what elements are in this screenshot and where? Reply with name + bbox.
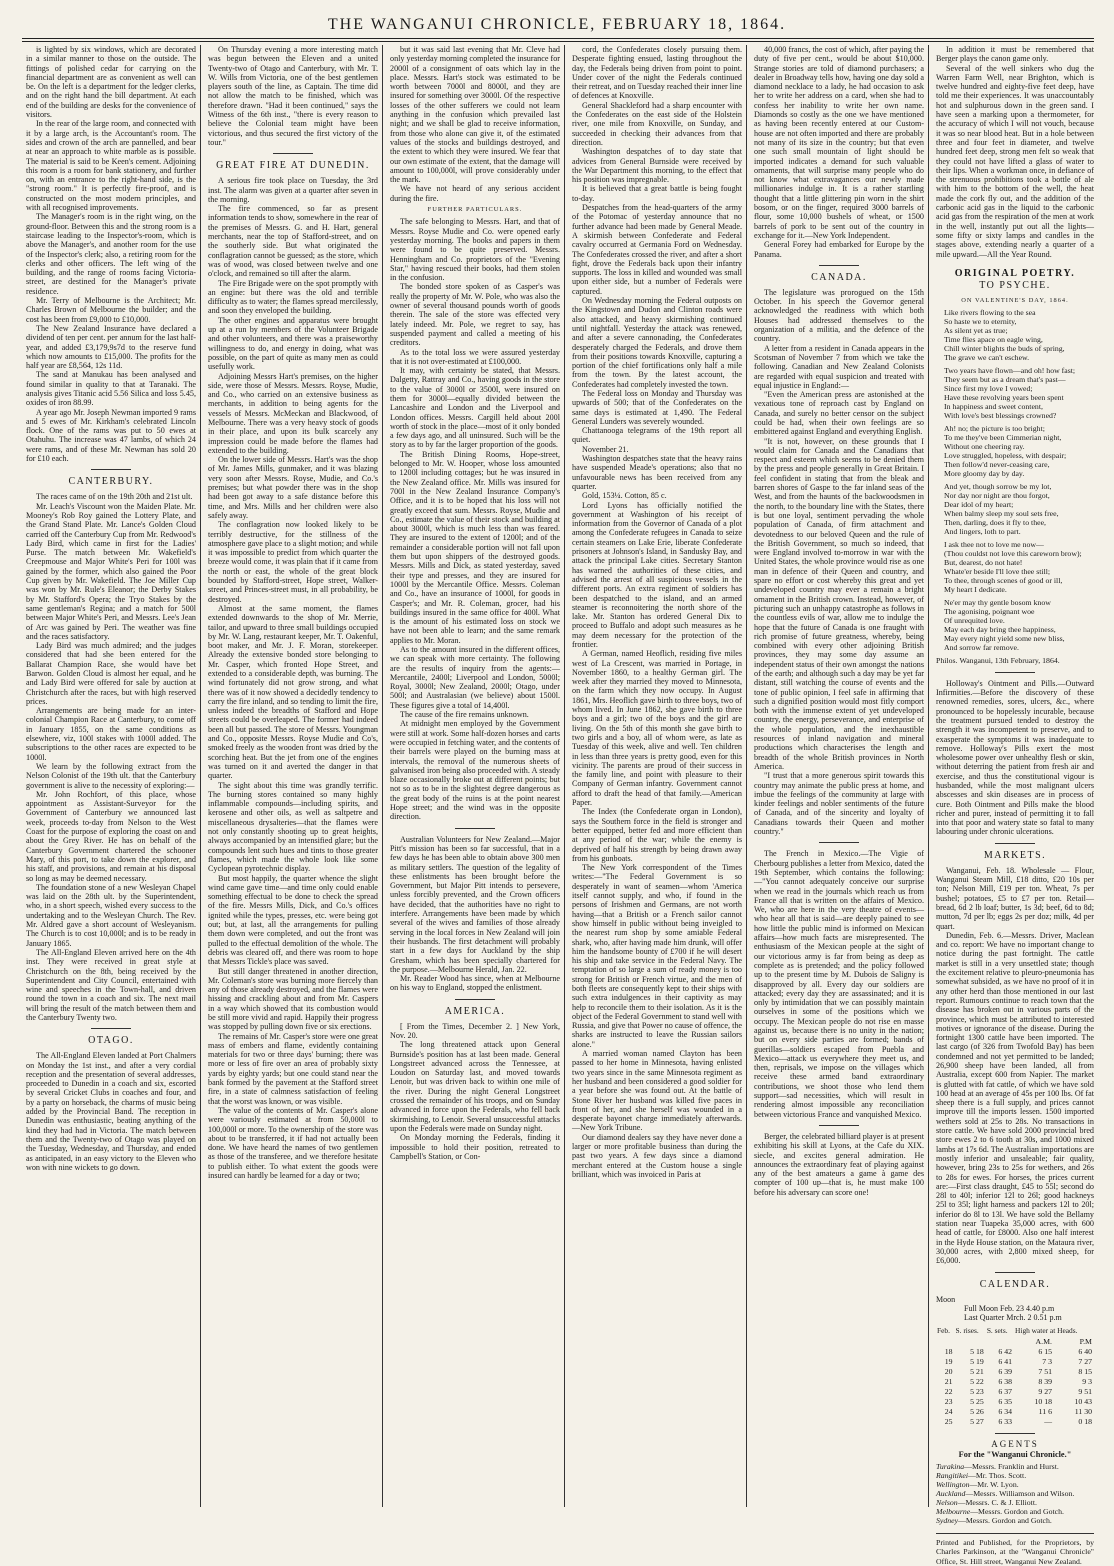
agent-place: Nelson <box>936 1498 958 1508</box>
column-divider <box>746 45 747 1507</box>
poem-line: So haste we to eternity, <box>944 317 1017 327</box>
poem-line: Chill winter blights the buds of spring, <box>944 344 1065 354</box>
section-rule <box>455 999 495 1000</box>
poem-line: The agonising, poignant woe <box>944 607 1035 617</box>
tide-cell: 5 25 <box>970 1397 984 1407</box>
america-heading: AMERICA. <box>444 1005 506 1017</box>
tide-subheader-row <box>936 1337 1094 1347</box>
paragraph: November 21. <box>582 444 629 454</box>
poem-line: My heart I dedicate. <box>944 585 1007 595</box>
moon-phase-row: Last Quarter Mrch. 2 0.51 p.m <box>964 1313 1062 1323</box>
moon-phase-row: Full Moon Feb. 23 4.40 p.m <box>964 1303 1055 1313</box>
paragraph: On the lower side of Messrs. Hart's was the shop of Mr. James Mills, gunmaker, and it was blazing very soon after Messrs. Royse, Mudie, and Co.'s premises; but what powder there was in the shop had been got away to a safe distance before this time, and Mrs. Mills and her children were also safely away. <box>208 455 378 520</box>
paragraph: The value of the contents of Mr. Casper's alone were variously estimated at from 50,000l to 100,000l or more. To the ownership of the store was about to be transferred, it if had not actually been done. We have heard the names of two gentlemen as those of the transferee, and we therefore hesitate to publish either. To what extent the goods were insured can hardly be learned for a day or two; <box>208 1105 378 1181</box>
paragraph: Almost at the same moment, the flames extended downwards to the shop of Mr. Merrie, tailor, and upward to three small buildings occupied by Mr. W. Lang, restaurant keeper, Mr. T. Oakenful, boot maker, and Mr. J. F. Moran, storekeeper. Already the extensive bonded store belonging to Mr. Casper, which fronted Hope Street, and extended to a considerable depth, was burning. The wind fortunately did not grow strong, and what there was of it now showed a decidedly tendency to carry the fire inland, and so tending to limit the fire, unless indeed the breadths of Stafford and Hope streets could be overleaped. The former had indeed been all but passed. The store of Messrs. Youngman and Co., opposite Messrs. Royse Mudie and Co's, smoked freely as the wooden front was dried by the scorching heat. But the jet from one of the engines was turned on it and averted the danger in that quarter. <box>208 603 378 781</box>
poem-line: I ask thee not to love me now— <box>944 540 1044 550</box>
paragraph: We learn by the following extract from the Nelson Colonist of the 19th ult. that the Canterbury government is alive to the necessity of exploring:— <box>26 761 196 790</box>
tide-cell: 7 27 <box>1078 1357 1092 1367</box>
tide-cell: 22 <box>944 1387 953 1397</box>
poem-line: Ah! no; the picture is too bright; <box>944 424 1045 434</box>
poem-line: Have these revolving years been spent <box>944 393 1064 403</box>
paragraph: Mr. Leach's Viscount won the Maiden Plate. Mr. Mooney's Rob Roy gained the Lottery Plate, and the Grand Stand Plate. Mr. Lance's Golden Cloud carried off the Canterbury Cup from Mr. Redwood's Lady Bird, which came in first for the Ladies' Purse. The match between Mr. Wakefield's Creepmouse and Major White's Peri for 100l was gained by the former, which also gained the Poor Cup given by Mr. Wakefield. The Joe Miller Cup was won by Mr. Rule's Eleanor; the Derby Stakes by Mr. Stafford's Opera; the Tryo Stakes by the same gentleman's Regina; and a match for 500l between Major White's Peri, and Messrs. Lee's Jean of Arc was gained by Peri. The weather was fine and the races satisfactory. <box>26 501 196 641</box>
paragraph: The other engines and apparatus were brought up at a run by members of the Volunteer Brigade and other volunteers, and there was a praiseworthy willingness to do, and energy in doing, what was possible, on the part of quite as many men as could usefully work. <box>208 315 378 372</box>
paragraph: As to the amount insured in the different offices, we can speak with more certainty. The following are the results of inquiry from the agents:—Mercantile, 2400l; Liverpool and London, 5000l; Royal, 3000l; New Zealand, 2000l; Otago, under 500l; and Australasian (we believe) about 1500l. These figures give a total of 14,400l. <box>390 645 560 710</box>
paragraph: The New Zealand Insurance have declared a dividend of ten per cent. per annum for the last half-year, and added £3,179,9s7d to the reserve fund which now amounts to £15,000. The profits for the half year are £8,564, 12s 11d. <box>26 323 196 371</box>
section-rule <box>455 828 495 829</box>
paragraph: The French in Mexico.—The Vigie of Cherbourg publishes a letter from Mexico, dated the 19th September, which contains the following:—"You cannot adequately conceive our surprise when we read in the journals which reach us from France all that is written on the affairs of Mexico. We, who are here in the very theatre of events—who hear all that is said—are deeply pained to see how little the public mind is informed on Mexican affairs—how much facts are misrepresented. The enthusiasm of the Mexican people at the sight of our victorious army is far from being as deep as complete as is pretended; and the policy followed up to the present time by M. Dubois de Saligny is disapproved by all. Every day our soldiers are attacked; every day they are assassinated; and it is only by intimidation that we can possibly maintain ourselves in some of the positions which we occupy. The Mexican people do not rise en masse against us, because there is no unity in the nation; but on every side parties are formed; bands of guerillas—soldiers escaped from Puebla and Mexico—attack us everywhere they meet us, and then, reprisals, we impose on the villages which receive these armed band extraordinary contributions, we shoot those who lend them support—sad necessities, which will result in rendering almost impossible any reconciliation between victorious France and vanquished Mexico. <box>754 849 924 1119</box>
paragraph: Mr. Reader Wood has since, when at Melbourne on his way to England, stopped the enlistment. <box>390 974 560 993</box>
agent-place: Sydney <box>936 1516 959 1526</box>
poem-line: To thee, through scenes of good or ill, <box>944 576 1063 586</box>
paragraph: Washington despatches state that the heavy rains have suspended Meade's operations; also that no unfavourable news has been received from any quarter. <box>572 454 742 491</box>
column-1 <box>26 45 196 1507</box>
newspaper-title: THE WANGANUI CHRONICLE, FEBRUARY 18, 1864. <box>327 16 787 33</box>
holloway-advert: Holloway's Ointment and Pills.—Outward Infirmities.—Before the discovery of these renowned remedies, sores, ulcers, &c., where pronounced to be hopelessly incurable, because the treatment pursued tended to destroy the strength it was incompetent to preserve, and to exasperate the symptoms it was inadequate to remove. Holloway's Pills exert the most wholesome power over unhealthy flesh or skin, without deterring the patient from fresh air and exercise, and thus the constitutional vigour is husbanded, while the most malignant ulcers abscesses and skin diseases are in process of cure. Both Ointment and Pills make the blood richer and purer, instead of permitting it to fall into that poor and watery state so fatal to many labouring under chronic ulcerations. <box>936 678 1094 837</box>
paragraph: It is believed that a great battle is being fought to-day. <box>572 184 742 203</box>
paragraph: On Monday morning the Federals, finding it impossible to hold their position, retreated to Campbell's Station, or Con- <box>390 1133 560 1161</box>
section-rule <box>91 469 131 470</box>
tide-header-cell: Feb. <box>937 1326 950 1336</box>
paragraph: [ From the Times, December 2. ] New York, Nov. 20. <box>390 1021 560 1040</box>
section-rule <box>819 842 859 843</box>
paragraph: 40,000 francs, the cost of which, after paying the duty of five per cent., would be about $10,000. Strange stories are told of diamond purchasers; a dealer in Broadway tells how, having one day sold a diamond necklace to a lady, he had occasion to ask her to write her address on a card, when she had to confess her inability to write her own name. Diamonds so costly as the one we have mentioned as having been recently entered at our Custom-house are not often imported and there are probably not many of its size in the country; but that even one such small mountain of light should be imported indicates a demand for such valuable ornaments, that will surprise many people who do not know what extravagances our newly made millionaries indulge in. It is a rather startling thought that a little glittering pin worn in the shirt bosom, or on the finger, required 3000 barrels of flour, some 10,000 bushels of wheat, or 1500 barrels of pork to be sent out of the country in exchange for it.—New York Independent. <box>754 45 924 240</box>
tide-row <box>936 1407 1094 1417</box>
paragraph: A German, named Heoflich, residing five miles west of La Crescent, was married in Portage, in November 1860, to a healthy German girl. The week after they married they moved to Minnesota, on the farm which they now occupy. In August 1861, Mrs. Heoflich gave birth to three boys, two of whom lived. In June 1862, she gave birth to three boys and a girl; two of the boys and the girl are living. On the 5th of this month she gave birth to two girls and a boy, all of whom were, as late as Tuesday of this week, alive and well. Ten children in less than three years is pretty good, even for this vicinity. The parents are proud of their success in the family line, and point with pleasure to their Company of German infantry. Government cannot afford to draft the head of that family.—American Paper. <box>572 649 742 808</box>
further-particulars-heading: FURTHER PARTICULARS. <box>427 206 523 214</box>
agent-name: —Messrs. Gordon and Gotch. <box>958 1516 1052 1526</box>
tide-cell: 5 23 <box>970 1387 984 1397</box>
tide-cell: 6 38 <box>998 1377 1013 1387</box>
paragraph: A letter from a resident in Canada appears in the Scotsman of November 7 from which we take the following. Canadian and New Zealand Colonists are regarded with equal suspicion and treated with equal injustice in England:— <box>754 343 924 390</box>
poem-line: May every night yield some new bliss, <box>944 634 1065 644</box>
tide-cell: 7 51 <box>1038 1367 1052 1377</box>
agent-name: —Messrs. Williamson and Wilson. <box>965 1489 1075 1499</box>
poem-line: Time flies apace on eagle wing, <box>944 335 1043 345</box>
agent-name: —Messrs. Gordon and Gotch. <box>970 1507 1064 1517</box>
paragraph: Washington despatches of to day state that advices from General Burnside were received by the War Department this morning, to the effect that his position was impregnable. <box>572 147 742 185</box>
paragraph: As to the total loss we were assured yesterday that it is not over-estimated at £100,000. <box>390 347 560 366</box>
tide-cell: 23 <box>944 1397 953 1407</box>
poem-line: The grave we can't eschew. <box>944 353 1030 363</box>
poem-line: With love's best blessings crowned? <box>944 411 1057 421</box>
moon-label: Moon <box>936 1294 956 1304</box>
moon-phases <box>936 1295 1094 1323</box>
paragraph: The All-England Eleven landed at Port Chalmers on Monday the 1st inst., and after a very cordial reception and the presentation of several addresses, proceeded to Dunedin in a coach and six, escorted by several Cricket Clubs in coaches and four, and by a party on horseback, the charms of music being added by the Provincial Band. The reception in Dunedin was enthusiastic, beating anything of the kind they had had in Victoria. The match between them and the Twenty-two of Otago was played on the Tuesday, Wednesday, and Thursday, and ended as anticipated, in an easy victory to the Eleven who won with nine wickets to go down. <box>26 1051 196 1172</box>
tide-header-cell: S. rises. <box>955 1326 979 1336</box>
paragraph: The Federal loss on Monday and Thursday was upwards of 500; that of the Confederates on the same days is estimated at 1,490. The Federal General Lunders was severely wounded. <box>572 388 742 426</box>
otago-article <box>26 1051 196 1172</box>
paragraph: The All-England Eleven arrived here on the 4th inst. They were received in great style at Christchurch on the 8th, being received by the Superintendent and City Council, entertained with wine and speeches in the Town-hall, and driven round the town in a coach and six. The next mail will bring the result of the match between them and the Canterbury Twenty two. <box>26 947 196 1022</box>
tide-cell: 6 37 <box>998 1387 1013 1397</box>
poem-line: Two years have flown—and oh! how fast; <box>944 366 1076 376</box>
tide-cell: 6 40 <box>1078 1347 1092 1357</box>
fire-article <box>208 176 378 1180</box>
further-particulars-article <box>390 217 560 821</box>
poem-line: Of unrequited love. <box>944 616 1005 626</box>
poem-date: Wanganui, 13th February, 1864. <box>959 656 1060 666</box>
paragraph: Chattanooga telegrams of the 19th report all quiet. <box>572 426 742 445</box>
paragraph: The foundation stone of a new Wesleyan Chapel was laid on the 28th ult. by the Superintendent, who, in a short speech, wished every success to the undertaking and to the Wesleyan Church. The Rev. Mr. Aldred gave a short account of Wesleyanism. The Church is to cost 10,000l; and is to be ready in January 1865. <box>26 882 196 948</box>
canterbury-heading: CANTERBURY. <box>68 476 154 488</box>
paragraph: The long threatened attack upon General Burnside's position has at last been made. General Longstreet advanced across the Tennessee, at Loudon on Saturday last, and moved towards Lenoir, but was driven back to within one mile of the river. During the night General Longstreet crossed the remainder of his troops, and on Sunday advanced in force upon the Federals, who fell back skirmishing, to Lenoir. Several unsuccessful attacks upon the Federals were made on Sunday night. <box>390 1040 560 1133</box>
poem-line: Love struggled, hopeless, with despair; <box>944 451 1067 461</box>
tide-cell: 5 18 <box>970 1347 984 1357</box>
agent-name: —Mr. Thos. Scott. <box>968 1471 1027 1481</box>
paragraph: "It is not, however, on these grounds that I would claim for Canada and the Canadians that respect and esteem which seems to be denied them by the press and people generally in Great Britain. I feel confident in stating that from the bleak and barren shores of Gaspe to the far inland seas of the West, and from the haunts of the backwoodsmen in the north, to the boundary line with the States, there is but one loyal, sentiment pervading the whole population of Canada, of firm attachment and devotedness to our beloved Queen and the rule of the British Government, so much so indeed, that were England involved to-morrow in war with the United States, the whole province would rise as one man in defence of their Queen and country, and spare no effort or cost whereby this great and yet undeveloped country may ever a remain a bright ornament in the British crown. Instead, however, of picturing such an unhappy catastrophe as follows in the countless evils of war, allow me to indulge the hope that the future of Canada is one fraught with rich promise of future greatness, whereby, being combined with every other adjoining British provinces, they may some day assume an independent status of their own amongst the nations of the earth; and although such a day may be yet far distant, still watching the course of events and the tone of public opinion, I feel safe in affirming that such a dignified position would most fitly comport both with the immense extent of yet undeveloped country, the energy, perseverance, and enterprise of the whole population, and the inexhaustible resources of inland navigation and mineral productions which characterises the length and breadth of the whole British provinces in North America. <box>754 436 924 771</box>
tide-subheader-cell: P.M <box>1079 1337 1092 1347</box>
tide-row <box>936 1347 1094 1357</box>
tide-cell: 21 <box>944 1377 953 1387</box>
masthead <box>0 0 1114 40</box>
tide-cell: 24 <box>944 1407 953 1417</box>
poem-line: They seem but as a dream that's past— <box>944 375 1066 385</box>
paragraph: Berger, the celebrated billiard player is at present exhibiting his skill at Lyons, at the Cafe du XIX. siecle, and excites general admiration. He announces the extraordinary feat of playing against any of the best amateurs a game à game des compter of 100 up—that is, he must make 100 before his adversary can score one! <box>754 1131 924 1197</box>
tide-cell: 6 15 <box>1038 1347 1052 1357</box>
tide-cell: 9 51 <box>1078 1387 1092 1397</box>
markets-heading: MARKETS. <box>983 849 1047 861</box>
mexico-article <box>754 849 924 1119</box>
agents-list <box>936 1462 1094 1525</box>
tide-row <box>936 1417 1094 1427</box>
section-rule <box>819 265 859 266</box>
agent-place: Auckland <box>936 1489 966 1499</box>
paragraph: "Even the American press are astonished at the vexatious tone of reproach cast by England on Canada, and surely no better censor on the subject could be had, when their own feelings are so embittered against England and everything English. <box>754 390 924 437</box>
poem-line: And lingers, loth to part. <box>944 527 1021 537</box>
paragraph: Mr. John Rochfort, of this place, whose appointment as Assistant-Surveyor for the Government of Canterbury we announced last week, proceeds to-day from Nelson to the West Coast for the purpose of exploring the coast on and about the Grey River. He has on behalf of the Canterbury Government chartered the schooner Mary, of this port, to take down the explorer, and his staff, and provisions, and remain at his disposal so long as may be deemed necessary. <box>26 789 196 883</box>
paragraph: The legislature was prorogued on the 15th October. In his speech the Governor general acknowledged the readiness with which both Houses had addressed themselves to the organization of a militia, and the defence of the country. <box>754 287 924 344</box>
poem-stanza <box>936 598 1094 652</box>
poem-line: Nor day nor night are thou forgot, <box>944 491 1050 501</box>
tide-row <box>936 1387 1094 1397</box>
tide-row <box>936 1397 1094 1407</box>
paragraph: A year ago Mr. Joseph Newman imported 9 rams and 5 ewes of Mr. Kirkham's celebrated Lincoln flock. One of the rams was put to 50 ewes at Otahuhu. The increase was 47 lambs, of which 24 were rams, and of these Mr. Newman has sold 20 for £10 each. <box>26 407 196 464</box>
tide-cell: 25 <box>944 1417 953 1427</box>
tide-cell: 5 22 <box>970 1377 984 1387</box>
tide-cell: 8 39 <box>1038 1377 1052 1387</box>
paragraph: A serious fire took place on Tuesday, the 3rd inst. The alarm was given at a quarter after seven in the morning. <box>208 176 378 204</box>
imprint: Printed and Published, for the Proprietors, by Charles Parkinson, at the "Wanganui Chronicle" Office, St. Hill street, Wanganui New Zealand. <box>936 1533 1094 1566</box>
poem-line: More gloomy day by day. <box>944 469 1025 479</box>
tide-cell: 11 6 <box>1038 1407 1052 1417</box>
poem-title: TO PSYCHE. <box>979 280 1051 292</box>
paragraph: The races came of on the 19th 20th and 21st ult. <box>36 492 193 502</box>
agents-subheading: For the "Wanganui Chronicle." <box>958 1449 1072 1459</box>
poem-line: When balmy sleep my soul sets free, <box>944 509 1059 519</box>
markets-article <box>936 866 1094 1266</box>
poem-line: Whate'er beside I'll love thee still; <box>944 567 1051 577</box>
paragraph: Several of the well sinkers who dug the Warren Farm Well, near Brighton, which is twelve hundred and eighty-five feet deep, have told me their experiences. It was unaccountably hot and sulphurous down in the green sand. I have seen a marking upon a thermometer, for the accuracy of which I will not vouch, because it was so near blood heat. But in a hole between three and four feet in diameter, and twelve hundred feet deep, strong men felt so weak that they could not have lifted a glass of water to their lips. When a workman once, in defiance of the strenuous prohibitions took a bottle of ale with him to the bottom of the well, the heat made the cork fly out, and the addition of the carbonic acid gas in the liquid to the carbonic acid gas from the respiration of the men at work in the well, instantly put out all the lights—some fifty or sixty lamps and candles in the stages above, extending nearly a quarter of a mile upward.—All the Year Round. <box>936 63 1094 259</box>
paragraph: The sand at Manukau has been analysed and found similar in quality to that at Taranaki. The analysis gives Titanic acid 5.56 Silica and loss 5.45, oxides of iron 88.99. <box>26 370 196 408</box>
column-divider <box>928 45 929 1507</box>
poem-line: Ne'er may thy gentle bosom know <box>944 598 1051 608</box>
tide-cell: 6 39 <box>998 1367 1013 1377</box>
poem-stanza <box>936 540 1094 594</box>
poem-stanza <box>936 308 1094 362</box>
poem-line: And yet, though sorrow be my lot, <box>944 482 1052 492</box>
paragraph: Despatches from the head-quarters of the army of the Potomac of yesterday announce that no further advance had been made by General Meade. A skirmish between Confederate and Federal cavalry occurred at Germania Ford on Wednesday. The Confederates crossed the river, and after a short fight, drove the Federals back upon their infantry supports. The loss in killed and wounded was small upon either side, but a number of Federals were captured. <box>572 203 742 296</box>
tide-cell: 5 19 <box>970 1357 984 1367</box>
poem-line: Then, darling, does it fly to thee, <box>944 518 1046 528</box>
masthead-rule <box>22 38 1094 39</box>
tide-cell: 20 <box>944 1367 953 1377</box>
poem-line: In happiness and sweet content, <box>944 402 1043 412</box>
tide-cell: 19 <box>944 1357 953 1367</box>
column-2 <box>208 45 378 1507</box>
tide-cell: 5 27 <box>970 1417 984 1427</box>
tide-cell: 6 41 <box>998 1357 1013 1367</box>
paragraph: The Index (the Confederate organ in London), says the Southern force in the field is stronger and better equipped, better fed and more efficient than at any period of the war; while the enemy is deprived of half his strength by being drawn away from his gunboats. <box>572 807 742 863</box>
paragraph: In addition it must be remembered that Berger plays the canon game only. <box>936 45 1094 64</box>
poem-line: May each day bring thee happiness, <box>944 625 1056 635</box>
poem-line: But, dearest, do not hate! <box>944 558 1023 568</box>
poem-stanza <box>936 424 1094 478</box>
tide-cell: 6 33 <box>998 1417 1013 1427</box>
paragraph: The safe belonging to Messrs. Hart, and that of Messrs. Royse Mudie and Co. were opened early yesterday morning. The books and papers in them were found to be quite preserved. Messrs. Henningham and Co. proprietors of the "Evening Star," having rescued their books, had them stolen in the confusion. <box>390 217 560 283</box>
paragraph: General Forey had embarked for Europe by the Panama. <box>754 240 924 259</box>
poem-subtitle: ON VALENTINE'S DAY, 1864. <box>961 297 1069 305</box>
agent-entry <box>936 1462 1094 1471</box>
paragraph: The fire commenced, so far as present information tends to show, somewhere in the rear of the premises of Messrs. G. and H. Hart, general merchants, near the top of Stafford-street, and on the southerly side. But what originated the conflagration cannot be guessed; as the store, which was of wood, was closed between twelve and one o'clock, and remained so till after the alarm. <box>208 204 378 279</box>
paragraph: On Wednesday morning the Federal outposts on the Kingstown and Dudon and Clinton roads were also attacked, and heavy skirmishing continued until nightfall. Yesterday the attack was renewed, and after a severe cannonading, the Confederates desperately charged the Federals, and drove them from their positions towards Knoxville, capturing a portion of the chief fortifications only half a mile from the town. By the latest account, the Confederates had completely invested the town. <box>572 296 742 389</box>
poem-line: Without one cheering ray. <box>944 442 1025 452</box>
tide-subheader-cell: A.M. <box>1035 1337 1052 1347</box>
paragraph: Arrangements are being made for an inter-colonial Champion Race at Canterbury, to come off in January 1855, on the same conditions as elsewhere, viz, 100l stakes with 1000l added. The subscriptions to the other races are expected to be 1000l. <box>26 706 196 762</box>
tide-cell: 9 3 <box>1082 1377 1092 1387</box>
paragraph: At midnight men employed by the Government were still at work. Some half-dozen horses and carts were occupied in fetching water, and the contents of their barrels were played on the burning mass at intervals, the removal of the numerous sheets of galvanised iron being also proceeded with. A steady blaze occasionally broke out at different points; but not so as to be in the slightest degree dangerous as the great body of the ruins is at the point nearest Hope street; and the wind was in the opposite direction. <box>390 719 560 822</box>
column-divider <box>564 45 565 1507</box>
poem-line: Dear idol of my heart; <box>944 500 1014 510</box>
agent-entry <box>936 1498 1094 1507</box>
poem-line: Since first my love I vowed; <box>944 384 1033 394</box>
canterbury-article <box>26 492 196 1022</box>
column-divider <box>200 45 201 1507</box>
canada-heading: CANADA. <box>811 271 867 283</box>
agent-place: Rangitikei <box>936 1471 969 1481</box>
tide-row <box>936 1367 1094 1377</box>
paragraph: It may, with certainty be stated, that Messrs. Dalgetty, Rattray and Co., having goods in the store to the value of 3000l or 3500l, were insured on them for 3000l—equally divided between the Lancashire and London and the Liverpool and London offices. Messrs. Cargill held about 200l worth of stock in the place—most of it only bonded a few days ago, and all uninsured. Such will be the story as to by far the larger proportion of the goods. <box>390 366 560 450</box>
poem-line: Then follow'd never-ceasing care, <box>944 460 1050 470</box>
column-4 <box>572 45 742 1507</box>
paragraph: but it was said last evening that Mr. Cleve had only yesterday morning completed the insurance for 2000l of a consignment of oats which lay in the place. Messrs. Hart's stock was estimated to be worth between 7000l and 8000l, and they are insured for something over 3000l. Of the respective losses of the other sufferers we could not learn anything in the confusion which prevailed last night; and we shall be glad to receive information, from those who alone can give it, of the estimated values of the stocks and buildings destroyed, and the extent to which they were insured. We fear that our own estimate of the extent, that the damage will amount to 100,000l, will prove considerably under the mark. <box>390 45 560 185</box>
tide-cell: 9 27 <box>1038 1387 1052 1397</box>
section-rule <box>995 1272 1035 1273</box>
paragraph: Mr. Terry of Melbourne is the Architect; Mr. Charles Brown of Melbourne the builder; and the cost has been from £9,000 to £10,000. <box>26 296 196 324</box>
section-rule <box>91 1028 131 1029</box>
volunteers-article <box>390 835 560 993</box>
paragraph: Gold, 153¼. Cotton, 85 c. <box>582 491 667 501</box>
tide-cell: 8 15 <box>1078 1367 1092 1377</box>
bank-article <box>26 45 196 463</box>
poem-stanza <box>936 366 1094 420</box>
agent-name: —Messrs. Franklin and Hurst. <box>964 1462 1059 1472</box>
paragraph: But most happily, the quarter whence the slight wind came gave time—and time only could enable something effectual to be done to check the spread of the fire. Messrs Mills, Dick, and Co.'s offices ignited while the types, presses, etc. were being got out; but, at last, all the arrangements for pulling them down were completed, and out the front was pulled to the effectual demolition of the whole. The debris was cleared off, and there was room to hope that Messrs Tickle's place was saved. <box>208 873 378 967</box>
tide-cell: 10 43 <box>1074 1397 1092 1407</box>
poem-line: Like rivers flowing to the sea <box>944 308 1036 318</box>
paragraph: A married woman named Clayton has been passed to her home in Minnesota, having enlisted two years since in the same Minnesota regiment as her husband and been considered a good soldier for a year before she was found out. At the battle of Stone River her husband was killed five paces in front of her, and she herself was wounded in a desperate bayonet charge immediately afterwards.—New York Tribune. <box>572 1049 742 1133</box>
column-5 <box>754 45 924 1507</box>
section-rule <box>995 1433 1035 1434</box>
fire-heading: GREAT FIRE AT DUNEDIN. <box>216 160 370 172</box>
tide-header-cell: High water at Heads. <box>1015 1326 1078 1336</box>
tide-cell: 11 30 <box>1074 1407 1092 1417</box>
otago-article-continued <box>208 45 378 147</box>
poem-line: As silent yet as true; <box>944 326 1008 336</box>
tide-cell: 10 18 <box>1034 1397 1052 1407</box>
paragraph: The bonded store spoken of as Casper's was really the property of Mr. W. Pole, who was also the owner of several thousand pounds worth of goods therein. The sale of the store was effected very lately indeed. Mr. Pole, we regret to say, has suspended payment and called a meeting of his creditors. <box>390 282 560 348</box>
tide-table <box>936 1325 1094 1427</box>
otago-heading: OTAGO. <box>88 1035 134 1047</box>
america-article <box>390 1022 560 1161</box>
tide-header-row <box>936 1325 1094 1337</box>
agent-entry <box>936 1489 1094 1498</box>
agent-entry <box>936 1507 1094 1516</box>
tide-subheader-cell <box>986 1337 1014 1347</box>
paragraph: The New York correspondent of the Times writes:—"The Federal Government is so desperately in want of seamen—whom 'America itself cannot supply, and who, if found in the persons of Irishmen and Germans, are not worth having—that a British or a French sailor cannot show himself in public without being inveigled to the nearest rum shop by some amiable Federal shark, who, after having made him drunk, will offer him the handsome bounty of £700 if he will desert his ship and take service in the Federal Navy. The temptation of so large a sum of ready money is too strong for British or French virtue, and the men of both fleets are consequently kept to their ships with such extra indulgences in their captivity as may help to reconcile them to their isolation. As it is the object of the Federal Government to stand well with Russia, and give that Power no cause of offence, the sharks are instructed to leave the Russian sailors alone." <box>572 863 742 1049</box>
tide-header-cell: S. sets. <box>986 1326 1008 1336</box>
tide-row <box>936 1357 1094 1367</box>
paragraph: Lord Lyons has officially notified the government at Washington of his receipt of information from the Governor of Canada of a plot among the Confederate refugees in Canada to seize certain steamers on Lake Erie, liberate Confederate prisoners at Johnson's Island, in Sandusky Bay, and attack the principal Lake cities. Secretary Stanton has warned the authorities of these cities, and advised the arrest of all suspicious vessels in the different ports. An extra regiment of soldiers has been despatched to the island, and an armed steamer is reconnoitering the north shore of the lake. Mr. Stanton has ordered General Dix to proceed to Buffalo and adopt such measures as he may deem necessary for the protection of the frontier. <box>572 500 742 649</box>
paragraph: Lady Bird was much admired; and the judges considered that had she been entered for the Ballarat Champion Race, she would have bet Barwon. Golden Cloud is almost her equal, and he and Lady Bird were offered for sale by auction at Christchurch after the races, but with high reserved prices. <box>26 641 196 706</box>
berger-article <box>754 1132 924 1197</box>
well-article <box>936 45 1094 259</box>
agent-name: —Messrs. C. & J. Elliott. <box>957 1498 1037 1508</box>
paragraph: We have not heard of any serious accident during the fire. <box>390 184 560 203</box>
section-rule <box>995 843 1035 844</box>
paragraph: Dunedin, Feb. 6.—Messrs. Driver, Maclean and co. report: We have no important change to notice during the past fortnight. The cattle market is still in a very unsettled state; though the excitement relative to pleuro-pneumonia has somewhat subsided, as we have no proof of it in any other herd than those mentioned in our last report. Rumours continue to reach town that the disease has broken out in various parts of the province, which must be attributed to interested motives or ignorance of the disease. During the fortnight 1300 cattle have been imported. The last cargo (of 326 from Twofold Bay) has been condemned and not yet permitted to be landed; 26,900 sheep have been landed, all from Australia, except 600 from Napier. The market is glutted with fat cattle, of which we have sold 100 head at an average of 45s per 100 lbs. Of fat sheep there is a full supply, and prices cannot improve till the imports lessen. 1500 imported wethers sold at 25s to 28s. No transactions in store cattle. We have sold 2000 provincial bred store ewes 2 to 6 tooth at 30s, and 1000 mixed lambs at 17s 6d. The Australian importations are mostly inferior and unsaleable; fair quality, however, bring 23s to 25s for wethers, and 26s to 28s for ewes. For horses, the prices current are:—First class draught, £45 to 55l; second do 28l to 40l; inferior 12l to 26l; good hackneys 25l to 35l; light harness and packers 12l to 20l; inferior do 8l to 13l. We have sold the Bellamy station near Tuapeka 35,000 acres, with 600 head of cattle, for £8000. Also one half interest in the Hyde House station, on the Mataura river, 30,000 acres, with 2,800 mixed sheep, for £6,000. <box>936 930 1094 1266</box>
section-rule <box>995 672 1035 673</box>
poem-line: To me they've been Cimmerian night, <box>944 433 1062 443</box>
column-6 <box>936 45 1094 1566</box>
paragraph: On Thursday evening a more interesting match was begun between the Eleven and a united Twenty-two of Otago and Canterbury, with Mr. T. W. Wills from Victoria, one of the best gentlemen players south of the line, as Captain. The time did not allow the match to be finished, which was therefore drawn. "Had it been continued," says the Witness of the 6th inst., "there is every reason to believe the Colonial team might have been victorious, and thus secured the first victory of the tour." <box>208 45 378 147</box>
paragraph: General Shackleford had a sharp encounter with the Confederates on the east side of the Holstein river, one mile from Knoxville, on Sunday, and succeeded in checking their advances from that direction. <box>572 100 742 147</box>
paragraph: The British Dining Rooms, Hope-street, belonged to Mr. W. Hooper, whose loss amounted to 1200l including cottages; but he was insured in the New Zealand office. Mr. Mills was insured for 700l in the New Zealand Insurance Company's Office, and it is to be hoped that his loss will not greatly exceed that sum. Messrs. Royse, Mudie and Co., estimate the value of their stock and building at about 3000l, which is much less than was feared. They are insured to the extent of 1200l; and of the remainder a considerable portion will not fall upon them but upon shippers of the destroyed goods. Messrs. Mills and Dick, as stated yesterday, saved their type and presses, and they are insured for 1000l by the Mercantile Office. Messrs. Coleman and Co., have an insurance of 1000l, for goods in Casper's; and Mr. R. Coleman, grocer, had his buildings insured in the same office for 400l. What is the amount of his estimated loss on stock we have not been able to learn; and the same remark applies to Mr. Moran. <box>390 449 560 645</box>
tide-cell: 6 34 <box>998 1407 1013 1417</box>
tide-cell: 18 <box>944 1347 953 1357</box>
paragraph: The cause of the fire remains unknown. <box>400 710 529 720</box>
diamond-article <box>754 45 924 259</box>
paragraph: cord, the Confederates closely pursuing them. Desperate fighting ensued, lasting throughout the day, the Federals being driven from point to point. Under cover of the night the Federals continued their retreat, and on Tuesday reached their inner line of defences at Knoxville. <box>572 45 742 101</box>
agent-place: Melbourne <box>936 1507 971 1517</box>
paragraph: is lighted by six windows, which are decorated in a similar manner to those on the outside. The fittings of polished cedar for carrying on the financial department are as convenient as well can be. On the left is a department for the ledger clerks, and on the right hand the bill department. At each end of the building are desks for the convenience of visitors. <box>26 45 196 120</box>
tide-row <box>936 1377 1094 1387</box>
paragraph: In the rear of the large room, and connected with it by a large arch, is the Accountant's room. The sides and crown of the arch are pannelled, and bear at near an approach to white marble as is possible. The material is said to be Keen's cement. Adjoining this room is a room for bank stationery, and further on, with an entrance to the right-hand side, is the "strong room." It is perfectly fire-proof, and is constructed on the most modern principles, and with all recognised improvements. <box>26 119 196 213</box>
agent-place: Wellington <box>936 1480 970 1490</box>
agent-entry <box>936 1516 1094 1525</box>
paragraph: But still danger threatened in another direction, Mr. Coleman's store was burning more fiercely than any of those already destroyed, and the flames were hissing and crackling about and from Mr. Caspers in a way which showed that its combustion would be still more vivid and rapid. Happily their progress was stopped by pulling down five or six erections. <box>208 966 378 1032</box>
section-rule <box>273 153 313 154</box>
calendar-heading: CALENDAR. <box>979 1278 1051 1290</box>
agent-entry <box>936 1471 1094 1480</box>
paragraph: The remains of Mr. Casper's store were one great mass of embers and flame, evidently containing materials for two or three days' burning; there was more or less of fire over an area of probably sixty yards by eighty yards; but one could stand near the bank formed by the pavement at the Stafford street fire, in a state of calmness satisfaction of feeling that the worst was known, or was visible. <box>208 1031 378 1106</box>
agent-entry <box>936 1480 1094 1489</box>
tide-cell: 6 35 <box>998 1397 1013 1407</box>
column-3 <box>390 45 560 1507</box>
tide-cell: 5 26 <box>970 1407 984 1417</box>
agents-heading: AGENTS <box>991 1439 1039 1450</box>
paragraph: Australian Volunteers for New Zealand.—Major Pitt's mission has been so far successful, that in a few days he has been able to obtain above 300 men as military settlers. The question of the legality of these enlistments has been brought before the Government, but Major Pitt intends to persevere, unless forcibly prevented, and the Crown officers have decided, that the authorities have no right to interfere. Arrangements have been made by which several of the wives and families of those already serving in the local forces in New Zealand will join their husbands. The first detachment will probably start in a few days for Auckland by the ship Gresham, which has been specially chartered for the purpose.—Melbourne Herald, Jan. 22. <box>390 834 560 974</box>
poem-stanza <box>936 482 1094 536</box>
masthead-rule <box>22 41 1094 42</box>
canada-article <box>754 288 924 837</box>
poem <box>936 308 1094 652</box>
paragraph: "I trust that a more generous spirit towards this country may animate the public press at home, and imbue the feelings of the community at large with kinder feelings and nobler sentiments of the future of Canada, and of the sincerity and loyalty of Canadians towards their Queen and mother country." <box>754 771 924 837</box>
section-rule <box>819 1125 859 1126</box>
agent-name: —Mr. W. Lyon. <box>969 1480 1019 1490</box>
tide-cell: 6 42 <box>998 1347 1013 1357</box>
america-article-continued <box>572 45 742 1179</box>
tide-subheader-cell <box>936 1337 955 1347</box>
original-poetry-heading: ORIGINAL POETRY. <box>954 267 1076 279</box>
paragraph: Our diamond dealers say they have never done a larger or more profitable business than during the past two years. A few days since a diamond merchant entered at the Custom house a single brilliant, which was invoiced in Paris at <box>572 1132 742 1179</box>
tide-cell: 0 18 <box>1078 1417 1092 1427</box>
paragraph: The conflagration now looked likely to be terribly destructive, for the stillness of the atmosphere gave place to a slight motion; and while it was impossible to predict from which quarter the breeze would come, it was plain that if it came from the north or east, the whole of the great block bounded by Stafford-street, Hope street, Walker-street, and Princes-street must, in all probability, be destroyed. <box>208 520 378 604</box>
tide-cell: 5 21 <box>970 1367 984 1377</box>
paragraph: Adjoining Messrs Hart's premises, on the higher side, were those of Messrs. Messrs. Royse, Mudie, and Co., who carried on an extensive business as merchants, in addition to being agents for the vessels of Messrs. McMeckan and Blackwood, of Melbourne. There was a very heavy stock of goods in their place, and upon its bulk scarcely any impression could be made before the flames had extended to the building. <box>208 371 378 455</box>
paragraph: The Fire Brigade were on the spot promptly with an engine: but there was the old and terrible difficulty as to water; the flames spread mercilessly, and soon they enveloped the building. <box>208 278 378 316</box>
paragraph: The sight about this time was grandly terrific. The burning stores contained so many highly inflammable compounds—including spirits, and kerosene and other oils, as well as saltpetre and miscellaneous drysalteries—that the flames were not only constantly shooting up to great heights, always accompanied by an intensified glare; but the compounds lent such hues and tints to those greater flames, which made the whole look like some Cyclopean pyrotechnic display. <box>208 780 378 874</box>
tide-cell: 7 3 <box>1042 1357 1052 1367</box>
paragraph: The Manager's room is in the right wing, on the ground-floor. Between this and the strong room is a staircase leading to the Inspector's-room, which is above the Manager's, and another room for the use of the Inspector's clerk; also, a retiring room for the clerks and other officers. The left wing of the building, and the range of rooms facing Victoria-street, are destined for the Manager's private residence. <box>26 212 196 296</box>
poem-signature: Philos. <box>936 656 958 666</box>
tide-cell: — <box>1044 1417 1052 1427</box>
tide-subheader-cell <box>955 1337 986 1347</box>
poem-line: (Thou couldst not love this careworn brow); <box>944 549 1082 559</box>
poem-line: And sorrow far remove. <box>944 643 1019 653</box>
agent-place: Turakina <box>936 1462 965 1472</box>
fire-article-continued <box>390 45 560 203</box>
paragraph: Wanganui, Feb. 18. Wholesale — Flour, Wanganui Steam Mill, £18 ditto, £20 10s per ton; Nelson Mill, £19 per ton. Wheat, 7s per bushel; potatoes, £5 to £7 per ton. Retail—bread, 6d 2 lb loaf; butter, 1s 3d; beef, 6d to 8d; mutton, 7d per lb; eggs 2s per doz; milk, 4d per quart. <box>936 865 1094 931</box>
column-divider <box>382 45 383 1507</box>
